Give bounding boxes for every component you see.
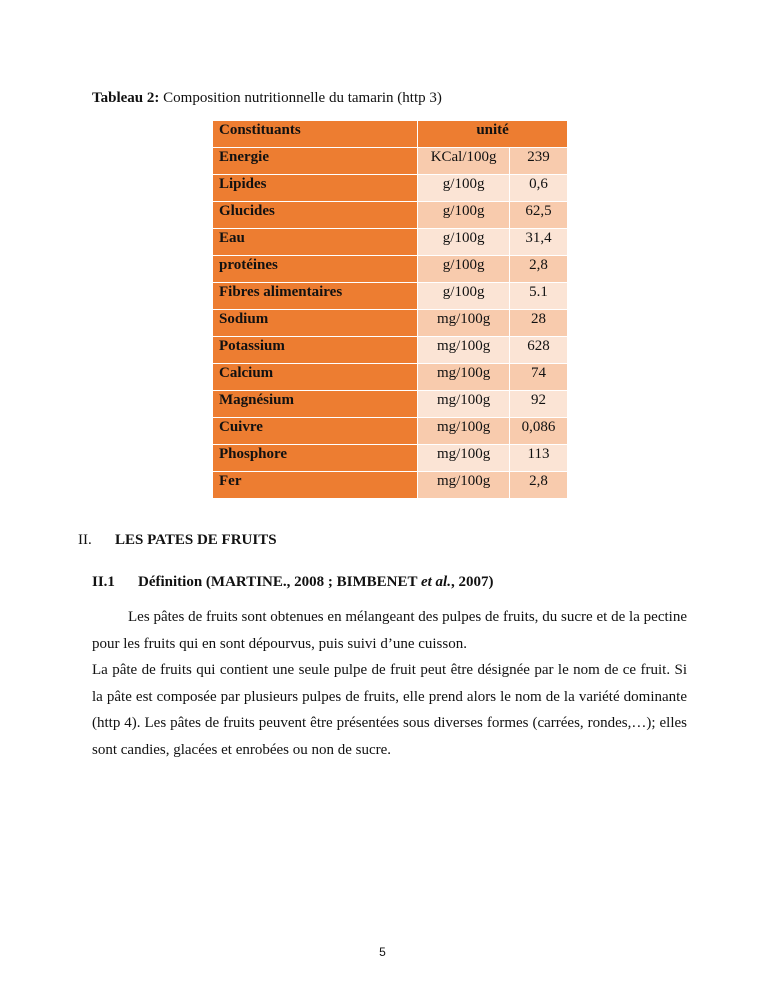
table-row bbox=[213, 472, 568, 499]
constituent-cell: Fer bbox=[213, 472, 418, 499]
constituent-cell: Cuivre bbox=[213, 418, 418, 445]
unit-cell: KCal/100g bbox=[418, 148, 510, 175]
table-row bbox=[213, 229, 568, 256]
table-row bbox=[213, 364, 568, 391]
constituent-cell: Fibres alimentaires bbox=[213, 283, 418, 310]
subsection-title-suffix: , 2007) bbox=[450, 574, 494, 590]
value-cell: 5.1 bbox=[510, 283, 568, 310]
constituent-cell: Sodium bbox=[213, 310, 418, 337]
subsection-number: II.1 bbox=[92, 574, 115, 590]
table-row bbox=[213, 418, 568, 445]
value-cell: 74 bbox=[510, 364, 568, 391]
value-cell: 0,6 bbox=[510, 175, 568, 202]
section-title: LES PATES DE FRUITS bbox=[115, 532, 277, 548]
unit-cell: mg/100g bbox=[418, 472, 510, 499]
table-row bbox=[213, 256, 568, 283]
constituent-cell: Potassium bbox=[213, 337, 418, 364]
constituent-cell: Calcium bbox=[213, 364, 418, 391]
table-row bbox=[213, 337, 568, 364]
table-row bbox=[213, 148, 568, 175]
value-cell: 31,4 bbox=[510, 229, 568, 256]
constituent-cell: Magnésium bbox=[213, 391, 418, 418]
unit-cell: g/100g bbox=[418, 283, 510, 310]
table-row bbox=[213, 283, 568, 310]
value-cell: 28 bbox=[510, 310, 568, 337]
subsection-heading bbox=[92, 574, 493, 591]
body-text bbox=[92, 604, 687, 763]
unit-cell: g/100g bbox=[418, 256, 510, 283]
constituent-cell: Lipides bbox=[213, 175, 418, 202]
unit-cell: mg/100g bbox=[418, 364, 510, 391]
constituent-cell: Phosphore bbox=[213, 445, 418, 472]
nutrition-table bbox=[212, 120, 568, 499]
table-header-row bbox=[213, 121, 568, 148]
unit-cell: g/100g bbox=[418, 202, 510, 229]
unit-cell: mg/100g bbox=[418, 418, 510, 445]
value-cell: 62,5 bbox=[510, 202, 568, 229]
table-row bbox=[213, 391, 568, 418]
constituent-cell: Energie bbox=[213, 148, 418, 175]
page-number: 5 bbox=[379, 945, 386, 959]
table-row bbox=[213, 175, 568, 202]
unit-cell: g/100g bbox=[418, 229, 510, 256]
subsection-title-prefix: Définition (MARTINE., 2008 ; BIMBENET bbox=[138, 574, 421, 590]
header-constituent: Constituants bbox=[213, 121, 418, 148]
constituent-cell: Glucides bbox=[213, 202, 418, 229]
value-cell: 0,086 bbox=[510, 418, 568, 445]
table-caption-label: Tableau 2: bbox=[92, 90, 160, 106]
unit-cell: mg/100g bbox=[418, 391, 510, 418]
unit-cell: mg/100g bbox=[418, 337, 510, 364]
value-cell: 239 bbox=[510, 148, 568, 175]
table-caption bbox=[92, 90, 442, 107]
section-number: II. bbox=[78, 532, 92, 548]
constituent-cell: protéines bbox=[213, 256, 418, 283]
unit-cell: mg/100g bbox=[418, 310, 510, 337]
table-body bbox=[213, 148, 568, 499]
value-cell: 2,8 bbox=[510, 256, 568, 283]
subsection-title-italic: et al. bbox=[420, 574, 451, 590]
paragraph-1: Les pâtes de fruits sont obtenues en mélangeant des pulpes de fruits, du sucre et de la pectine pour les fruits qui en sont dépourvus, puis suivi d’une cuisson. bbox=[92, 609, 687, 652]
value-cell: 2,8 bbox=[510, 472, 568, 499]
unit-cell: mg/100g bbox=[418, 445, 510, 472]
paragraph-2: La pâte de fruits qui contient une seule pulpe de fruit peut être désignée par le nom de ce fruit. Si la pâte est composée par plusieurs pulpes de fruits, elle prend alors le nom de la variété dominante (http 4). Les pâtes de fruits peuvent être présentées sous diverses formes (carrées, rondes,…); elles sont candies, glacées et enrobées ou non de sucre. bbox=[92, 662, 687, 758]
table-caption-text: Composition nutritionnelle du tamarin (http 3) bbox=[159, 90, 442, 106]
header-unit: unité bbox=[418, 121, 568, 148]
table-row bbox=[213, 202, 568, 229]
unit-cell: g/100g bbox=[418, 175, 510, 202]
value-cell: 628 bbox=[510, 337, 568, 364]
value-cell: 92 bbox=[510, 391, 568, 418]
table-row bbox=[213, 310, 568, 337]
constituent-cell: Eau bbox=[213, 229, 418, 256]
value-cell: 113 bbox=[510, 445, 568, 472]
section-heading bbox=[78, 532, 277, 549]
table-row bbox=[213, 445, 568, 472]
